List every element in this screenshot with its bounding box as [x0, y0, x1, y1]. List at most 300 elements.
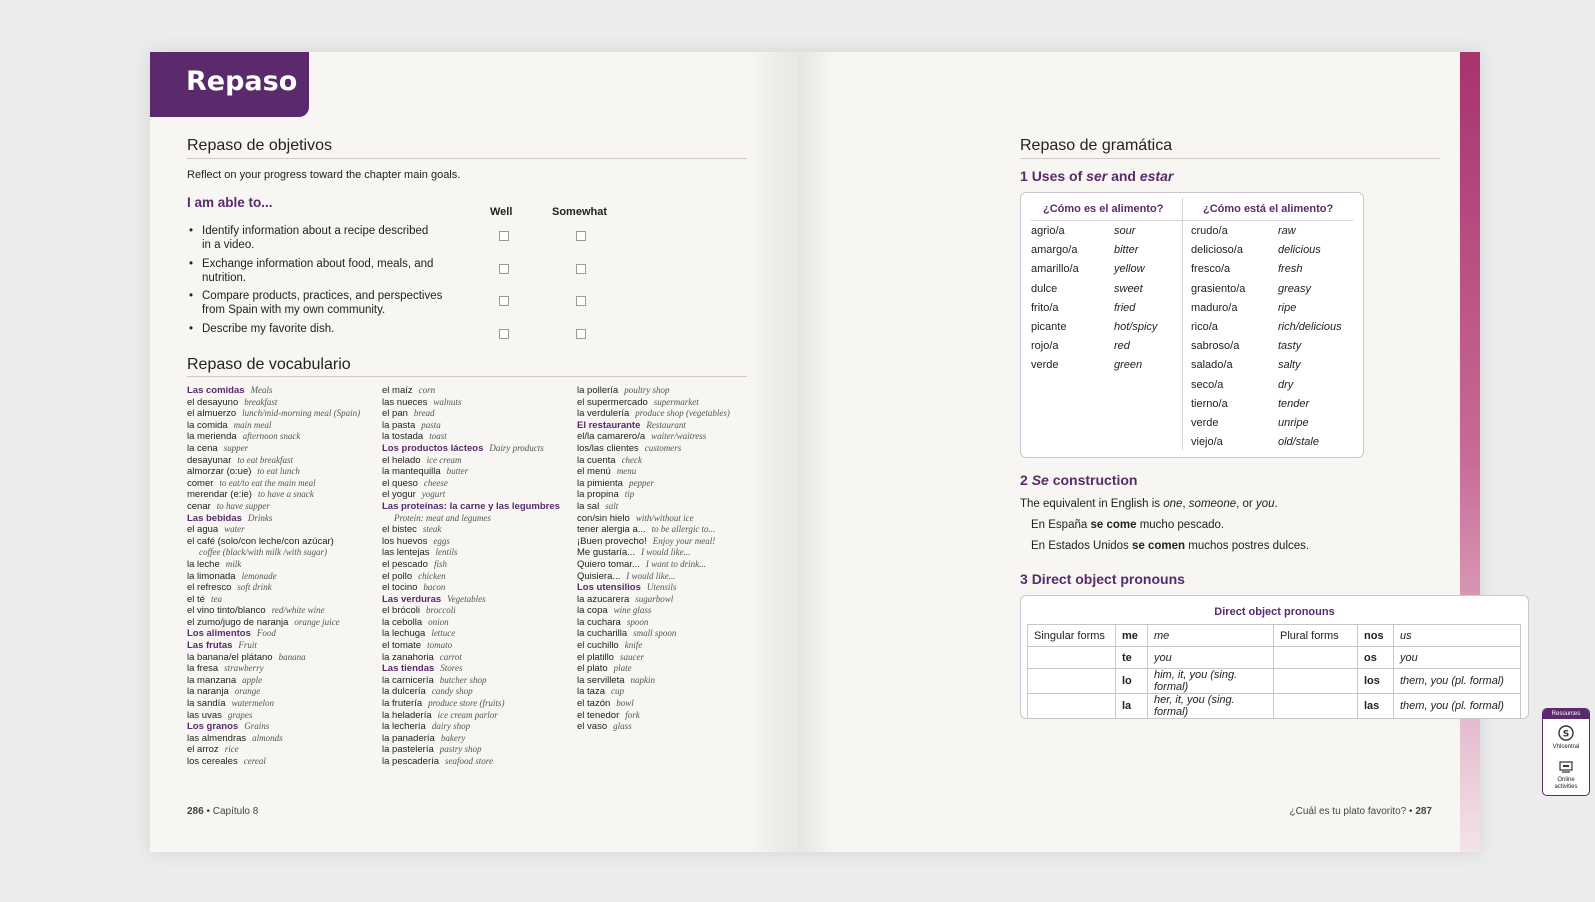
- vocab-english: milk: [225, 558, 242, 569]
- vocab-entry: [382, 686, 560, 698]
- vocab-spanish: la banana/el plátano: [187, 651, 273, 663]
- section-1-ser: ser: [1086, 168, 1108, 184]
- right-footer-title: ¿Cuál es tu plato favorito?: [1289, 806, 1407, 817]
- vocab-spanish: ¡Buen provecho!: [577, 535, 647, 547]
- vocab-entry: coffee (black/with milk /with sugar): [199, 547, 327, 558]
- vocab-english: bread: [413, 408, 435, 419]
- section-1-pre: Uses of: [1031, 168, 1083, 184]
- vocab-spanish: la taza: [577, 686, 605, 698]
- somewhat-checkbox[interactable]: [576, 231, 586, 241]
- table-row: [1028, 647, 1521, 669]
- dop-table: [1027, 624, 1521, 719]
- vocab-english: carrot: [439, 651, 462, 662]
- table-cell: [1028, 669, 1116, 694]
- vocab-english: seafood store: [445, 756, 493, 766]
- vocab-english: tomato: [427, 640, 453, 651]
- vocab-entry: [187, 698, 360, 710]
- adjective-english: greasy: [1278, 282, 1312, 295]
- vocab-spanish: el queso: [382, 477, 418, 489]
- vocab-english: Fruit: [238, 640, 257, 651]
- section-3-number: 3: [1020, 571, 1028, 587]
- vocab-heading: [382, 443, 560, 455]
- vocab-spanish: la tostada: [382, 431, 424, 443]
- vocab-spanish: el zumo/jugo de naranja: [187, 616, 289, 628]
- vocab-spanish: Las proteínas: la carne y las legumbres: [382, 500, 560, 512]
- footer-bullet: •: [206, 806, 213, 817]
- vocab-entry: [382, 408, 560, 420]
- vocab-english: poultry shop: [624, 385, 670, 395]
- able-to-heading: I am able to...: [187, 195, 273, 210]
- vhlcentral-icon[interactable]: [1558, 725, 1574, 741]
- table-cell: him, it, you (sing. formal): [1148, 669, 1274, 694]
- vocab-spanish: la panadería: [382, 732, 435, 744]
- vocab-spanish: los/las clientes: [577, 442, 639, 454]
- vocab-entry: [577, 455, 730, 467]
- vocab-spanish: almorzar (o:ue): [187, 466, 252, 478]
- objective-item: [189, 224, 429, 252]
- vocab-spanish: el tenedor: [577, 709, 620, 721]
- adjective-spanish: fresco/a: [1191, 263, 1231, 276]
- somewhat-checkbox[interactable]: [576, 296, 586, 306]
- vocab-english: to eat lunch: [257, 466, 300, 477]
- adjective-english: ripe: [1278, 301, 1297, 314]
- table-cell: lo: [1116, 669, 1148, 694]
- vocab-entry: [187, 536, 360, 548]
- vocab-spanish: la sandía: [187, 698, 226, 710]
- vocab-entry: [577, 547, 730, 559]
- vocab-english: bowl: [616, 698, 634, 709]
- vocab-heading: [187, 721, 360, 733]
- vocab-spanish: El restaurante: [577, 419, 641, 431]
- vocab-entry: [577, 513, 730, 525]
- vocab-english: red/white wine: [271, 605, 325, 616]
- vocab-entry: [187, 420, 360, 432]
- repaso-badge: [150, 52, 309, 117]
- adjective-spanish: maduro/a: [1191, 301, 1238, 314]
- vocab-spanish: la heladería: [382, 709, 432, 721]
- vocab-english: to eat breakfast: [237, 454, 294, 465]
- ex1-pre: En España: [1031, 519, 1088, 531]
- objective-line-1: Exchange information about food, meals, and: [202, 258, 434, 270]
- vocab-english: wine glass: [613, 605, 652, 616]
- vocab-spanish: la comida: [187, 419, 228, 431]
- vocab-entry: [187, 466, 360, 478]
- adjective-spanish: rojo/a: [1031, 340, 1059, 353]
- vocab-heading: [187, 385, 360, 397]
- vocab-english: water: [224, 524, 245, 535]
- ser-estar-box: [1020, 192, 1364, 458]
- vocab-spanish: la mantequilla: [382, 466, 441, 478]
- vocab-english: lettuce: [431, 628, 456, 639]
- vocab-entry: [187, 744, 360, 756]
- ex1-bold: se come: [1090, 519, 1137, 531]
- vocab-english: Dairy products: [489, 442, 544, 453]
- vocab-entry: [577, 524, 730, 536]
- vocab-english: dairy shop: [431, 721, 471, 732]
- adjective-spanish: tierno/a: [1191, 397, 1228, 410]
- well-checkbox[interactable]: [499, 264, 509, 274]
- vocab-entry: [187, 617, 360, 629]
- vocab-heading: [187, 640, 360, 652]
- vocab-spanish: la cebolla: [382, 616, 423, 628]
- adjective-english: tasty: [1278, 340, 1302, 353]
- vocab-english: to eat/to eat the main meal: [219, 477, 316, 488]
- vocab-entry: [382, 675, 560, 687]
- vocab-english: Grains: [244, 721, 270, 732]
- vocab-entry: [382, 524, 560, 536]
- vocab-spanish: el arroz: [187, 744, 219, 756]
- vocab-spanish: Las comidas: [187, 385, 245, 396]
- vocab-english: to have a snack: [257, 489, 314, 500]
- vocab-entry: [577, 536, 730, 548]
- vocab-english: walnuts: [433, 396, 462, 407]
- vocab-english: soft drink: [237, 582, 272, 593]
- vocab-entry: [187, 455, 360, 467]
- vocab-entry: [382, 733, 560, 745]
- vocab-entry: [577, 489, 730, 501]
- vocab-entry: [577, 478, 730, 490]
- online-activities-icon[interactable]: [1559, 761, 1573, 773]
- vocab-entry: Protein: meat and legumes: [394, 512, 491, 523]
- vocab-entry: [187, 408, 360, 420]
- vocab-heading: [187, 628, 360, 640]
- vocab-entry: [187, 397, 360, 409]
- vocab-spanish: el tocino: [382, 582, 418, 594]
- vocab-spanish: tener alergia a...: [577, 524, 646, 536]
- adjective-spanish: verde: [1191, 417, 1219, 429]
- vocab-spanish: el pan: [382, 408, 408, 420]
- vocab-spanish: la leche: [187, 558, 220, 570]
- table-cell: me: [1116, 625, 1148, 647]
- vocab-entry: [577, 628, 730, 640]
- vocab-spanish: la limonada: [187, 570, 236, 582]
- vocab-english: Food: [256, 628, 276, 639]
- vocab-spanish: el platillo: [577, 651, 614, 663]
- section-1-heading: [1020, 168, 1173, 184]
- vocab-english: cup: [611, 686, 624, 697]
- vocab-english: sugarbowl: [635, 593, 674, 604]
- intro-one: one: [1163, 498, 1183, 510]
- vocab-spanish: la cuchara: [577, 616, 621, 628]
- vocab-english: breakfast: [244, 396, 278, 407]
- vocab-spanish: Los alimentos: [187, 628, 251, 640]
- vocab-entry: [187, 686, 360, 698]
- vocab-spanish: la copa: [577, 605, 608, 617]
- vocab-english: Meals: [250, 385, 273, 395]
- badge-text: Repaso: [186, 66, 298, 97]
- vocab-column-3: [577, 385, 730, 733]
- footer-bullet-right: •: [1409, 806, 1416, 817]
- vocab-entry: [382, 617, 560, 629]
- vocab-entry: [577, 710, 730, 722]
- vocab-spanish: el café (solo/con leche/con azúcar): [187, 535, 334, 547]
- dop-box: [1020, 595, 1529, 719]
- objective-line-1: Compare products, practices, and perspectives: [202, 290, 443, 302]
- adjective-spanish: frito/a: [1031, 301, 1059, 314]
- vocab-entry: [577, 663, 730, 675]
- vocab-spanish: el vaso: [577, 721, 608, 733]
- objective-line-2: in a video.: [202, 239, 255, 251]
- left-footer: [187, 806, 258, 817]
- vocab-spanish: el maíz: [382, 385, 413, 396]
- vocab-entry: [577, 443, 730, 455]
- vocab-spanish: Los productos lácteos: [382, 442, 484, 454]
- vocab-heading: [382, 663, 560, 675]
- vocab-spanish: el bistec: [382, 524, 417, 536]
- vocab-english: cereal: [243, 756, 266, 766]
- vocab-entry: [577, 385, 730, 397]
- vocab-spanish: el tazón: [577, 698, 611, 710]
- vocab-spanish: la fresa: [187, 663, 219, 675]
- vocab-spanish: la pimienta: [577, 477, 623, 489]
- resources-box[interactable]: [1542, 708, 1590, 796]
- vocab-entry: [577, 571, 730, 583]
- vocab-spanish: el helado: [382, 454, 421, 466]
- vocab-entry: [577, 594, 730, 606]
- vocab-english: salt: [605, 500, 619, 511]
- vocab-spanish: comer: [187, 477, 214, 489]
- ex2-bold: se comen: [1132, 540, 1186, 552]
- vocab-entry: [187, 652, 360, 664]
- section-1-and: and: [1111, 168, 1136, 184]
- section-3-heading: [1020, 571, 1185, 587]
- table-row: [1028, 694, 1521, 719]
- vocab-english: main meal: [233, 419, 272, 430]
- table-cell: os: [1358, 647, 1394, 669]
- vocab-english: banana: [278, 651, 306, 662]
- somewhat-checkbox[interactable]: [576, 329, 586, 339]
- vocab-english: supermarket: [653, 396, 699, 407]
- ex2-post: muchos postres dulces.: [1188, 540, 1310, 552]
- vocab-entry: [577, 652, 730, 664]
- vocab-spanish: la pastelería: [382, 744, 434, 756]
- activities-label: activities: [1554, 784, 1578, 790]
- objectives-title: Repaso de objetivos: [187, 137, 332, 154]
- well-checkbox[interactable]: [499, 329, 509, 339]
- adjective-english: rich/delicious: [1278, 321, 1342, 333]
- vocab-spanish: el brócoli: [382, 605, 421, 617]
- vocab-english: menu: [616, 466, 637, 477]
- vocab-entry: [382, 710, 560, 722]
- vocab-entry: [382, 431, 560, 443]
- table-cell: them, you (pl. formal): [1394, 694, 1521, 719]
- vocab-heading: [187, 513, 360, 525]
- table-cell: me: [1148, 625, 1274, 647]
- vocab-spanish: la cena: [187, 442, 218, 454]
- vocab-spanish: el plato: [577, 663, 608, 675]
- vocab-entry: [187, 733, 360, 745]
- adjective-english: yellow: [1114, 263, 1145, 276]
- vocab-entry: [577, 686, 730, 698]
- vocab-english: butcher shop: [439, 674, 487, 685]
- vocab-english: cheese: [423, 477, 448, 488]
- vocab-spanish: Me gustaría...: [577, 547, 636, 559]
- vocab-entry: [382, 455, 560, 467]
- vocab-spanish: el desayuno: [187, 396, 239, 408]
- comma-1: ,: [1182, 498, 1186, 510]
- vocab-spanish: la cuenta: [577, 454, 616, 466]
- vocab-spanish: la frutería: [382, 698, 423, 710]
- left-page: [150, 52, 798, 852]
- vocab-english: Stores: [440, 663, 463, 674]
- intro-text: The equivalent in English is: [1020, 498, 1160, 510]
- vocab-entry: [187, 663, 360, 675]
- vocab-english: Utensils: [646, 582, 677, 593]
- vocab-entry: [382, 698, 560, 710]
- vocab-spanish: cenar: [187, 500, 211, 512]
- adjective-english: sour: [1114, 225, 1136, 237]
- vocab-entry: [382, 559, 560, 571]
- ex1-post: mucho pescado.: [1139, 519, 1225, 531]
- vocab-spanish: Los granos: [187, 721, 239, 733]
- vocab-spanish: la naranja: [187, 686, 229, 698]
- vocab-english: lunch/mid-morning meal (Spain): [242, 408, 361, 419]
- vocab-english: I would like...: [641, 547, 691, 558]
- vocab-spanish: el cuchillo: [577, 640, 619, 652]
- vocab-heading: [382, 594, 560, 606]
- vocab-spanish: la merienda: [187, 431, 237, 443]
- vocab-entry: [382, 640, 560, 652]
- vocab-english: napkin: [630, 674, 656, 685]
- online-label: Online: [1557, 777, 1575, 783]
- adjective-spanish: dulce: [1031, 282, 1058, 295]
- comma-2: ,: [1236, 498, 1240, 510]
- right-page: [798, 52, 1581, 852]
- table-cell: [1274, 647, 1358, 669]
- table-cell: [1274, 669, 1358, 694]
- section-2-title: construction: [1052, 472, 1138, 488]
- table-cell: [1274, 694, 1358, 719]
- objectives-rule: [187, 158, 747, 159]
- table-cell: la: [1116, 694, 1148, 719]
- vocab-english: to have supper: [216, 500, 270, 511]
- vocab-english: steak: [422, 524, 442, 535]
- vocab-english: onion: [428, 616, 449, 627]
- section-3-title: Direct object pronouns: [1031, 571, 1185, 587]
- vocab-spanish: los cereales: [187, 756, 238, 767]
- bullet: •: [189, 323, 194, 335]
- vocab-heading: [577, 420, 730, 432]
- table-row: [1028, 625, 1521, 647]
- adjective-spanish: verde: [1031, 359, 1059, 372]
- vocab-spanish: Quiero tomar...: [577, 558, 640, 570]
- vocab-entry: [382, 652, 560, 664]
- vocab-entry: [187, 710, 360, 722]
- vocab-english: broccoli: [426, 605, 456, 616]
- vocab-spanish: la servilleta: [577, 674, 625, 686]
- table-cell: te: [1116, 647, 1148, 669]
- section-2-number: 2: [1020, 472, 1028, 488]
- vocab-entry: [187, 524, 360, 536]
- adjective-english: hot/spicy: [1114, 321, 1158, 333]
- vocab-spanish: los huevos: [382, 535, 428, 547]
- vocab-entry: [577, 431, 730, 443]
- adjective-spanish: salado/a: [1191, 359, 1233, 372]
- table-cell: them, you (pl. formal): [1394, 669, 1521, 694]
- vocab-english: strawberry: [224, 663, 264, 674]
- vocab-english: plate: [613, 663, 632, 674]
- table-cell: Singular forms: [1028, 625, 1116, 647]
- adjective-spanish: sabroso/a: [1191, 340, 1240, 353]
- vocab-heading: [577, 582, 730, 594]
- adjective-english: dry: [1278, 378, 1294, 391]
- adjective-spanish: rico/a: [1191, 321, 1218, 333]
- vocab-spanish: las uvas: [187, 709, 222, 721]
- vocab-english: corn: [418, 385, 436, 395]
- adjective-english: fresh: [1278, 263, 1303, 276]
- vocab-spanish: el tomate: [382, 640, 422, 652]
- objective-line-1: Describe my favorite dish.: [202, 323, 335, 335]
- vocab-english: supper: [223, 442, 249, 453]
- vocab-spanish: la verdulería: [577, 408, 630, 420]
- right-footer: [1290, 806, 1432, 817]
- vocab-entry: [187, 756, 360, 768]
- col-somewhat: Somewhat: [552, 206, 608, 218]
- adjective-spanish: grasiento/a: [1191, 282, 1246, 295]
- vocab-entry: [577, 617, 730, 629]
- table-cell: [1028, 694, 1116, 719]
- vocab-entry: [382, 385, 560, 397]
- vocab-entry: [187, 489, 360, 501]
- ser-header: ¿Cómo es el alimento?: [1043, 203, 1164, 215]
- vocab-english: yogurt: [421, 489, 446, 500]
- well-checkbox[interactable]: [499, 296, 509, 306]
- vocab-spanish: la dulcería: [382, 686, 426, 698]
- vocab-spanish: la manzana: [187, 674, 237, 686]
- vocab-spanish: el/la camarero/a: [577, 431, 646, 443]
- vocab-entry: [382, 582, 560, 594]
- vocab-entry: [577, 466, 730, 478]
- adjective-spanish: amarillo/a: [1031, 263, 1079, 276]
- vocab-english: eggs: [433, 535, 450, 546]
- vocab-spanish: el almuerzo: [187, 408, 237, 420]
- vocab-spanish: Los utensilios: [577, 582, 641, 594]
- vocab-english: with/without ice: [635, 512, 694, 523]
- left-page-number: 286: [187, 806, 204, 817]
- vocab-english: lentils: [435, 547, 458, 558]
- adjective-english: red: [1114, 340, 1130, 353]
- dop-header: Direct object pronouns: [1214, 606, 1335, 618]
- vocab-english: small spoon: [633, 628, 677, 639]
- vocab-spanish: la carnicería: [382, 674, 434, 686]
- vocab-spanish: la pollería: [577, 385, 619, 396]
- vocab-english: knife: [624, 640, 643, 651]
- period: .: [1274, 498, 1278, 510]
- somewhat-checkbox[interactable]: [576, 264, 586, 274]
- vocab-spanish: la zanahoria: [382, 651, 434, 663]
- adjective-spanish: delicioso/a: [1191, 244, 1243, 257]
- vocab-entry: [382, 478, 560, 490]
- vocab-entry: [187, 559, 360, 571]
- vocab-english: spoon: [626, 616, 649, 627]
- adjective-english: sweet: [1114, 282, 1143, 295]
- vocab-entry: [382, 420, 560, 432]
- table-cell: Plural forms: [1274, 625, 1358, 647]
- vocab-english: afternoon snack: [242, 431, 301, 442]
- vocab-spanish: con/sin hielo: [577, 512, 630, 524]
- well-checkbox[interactable]: [499, 231, 509, 241]
- vocab-english: almonds: [252, 732, 283, 743]
- vocab-english: pasta: [421, 419, 441, 430]
- adjective-english: tender: [1278, 397, 1310, 410]
- vocab-english: ice cream parlor: [437, 709, 498, 720]
- grammar-title: Repaso de gramática: [1020, 137, 1173, 154]
- vocab-english: fish: [433, 558, 447, 569]
- vocab-entry: [577, 408, 730, 420]
- section-2-heading: [1020, 472, 1137, 488]
- vocab-english: check: [621, 454, 643, 465]
- vocab-english: customers: [644, 442, 682, 453]
